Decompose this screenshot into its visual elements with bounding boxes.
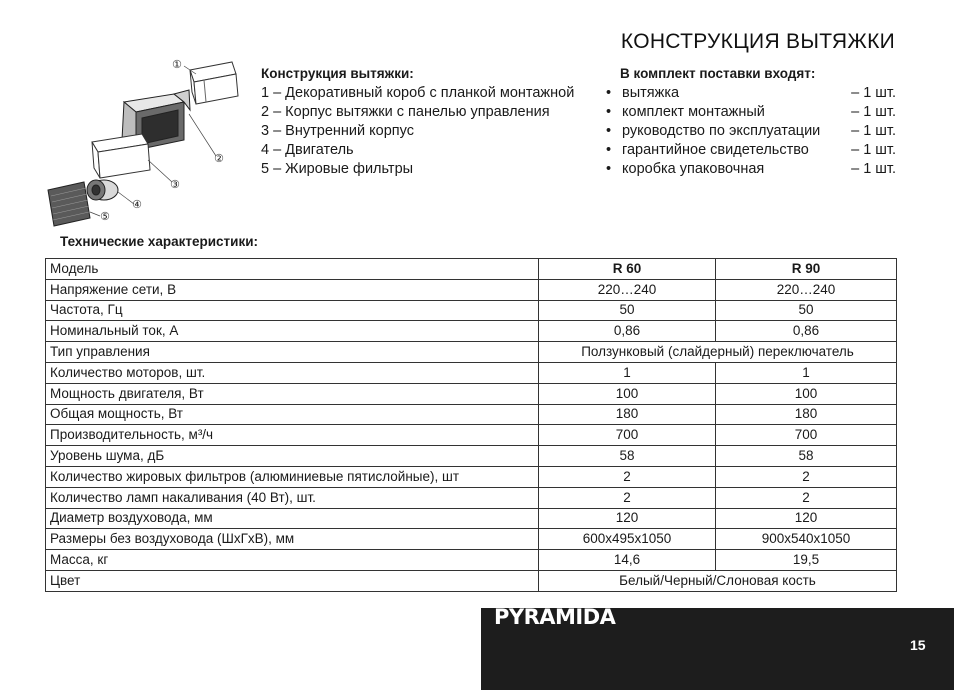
- spec-value-r60: 180: [539, 404, 716, 425]
- kit-item-name: комплект монтажный: [622, 104, 765, 120]
- table-row: [46, 342, 897, 363]
- spec-label: Общая мощность, Вт: [46, 404, 539, 425]
- table-row: [46, 529, 897, 550]
- kit-item-qty: – 1 шт.: [851, 142, 896, 158]
- spec-value-r60: 50: [539, 300, 716, 321]
- table-row: [46, 383, 897, 404]
- spec-value-r90: 100: [716, 383, 897, 404]
- spec-value-r60: 120: [539, 508, 716, 529]
- callout-4: ④: [132, 198, 142, 211]
- spec-value-r90: 2: [716, 487, 897, 508]
- construction-header: Конструкция вытяжки:: [261, 66, 414, 81]
- spec-value-r60: 100: [539, 383, 716, 404]
- table-row: [46, 300, 897, 321]
- header-model-r90: R 90: [716, 259, 897, 280]
- kit-item-name: вытяжка: [622, 85, 680, 101]
- kit-item-qty: – 1 шт.: [851, 104, 896, 120]
- header-model-r60: R 60: [539, 259, 716, 280]
- page-number: 15: [910, 637, 926, 653]
- spec-label: Размеры без воздуховода (ШхГхВ), мм: [46, 529, 539, 550]
- spec-label: Мощность двигателя, Вт: [46, 383, 539, 404]
- bullet: •: [606, 123, 612, 139]
- construction-item: 4 – Двигатель: [261, 142, 354, 158]
- spec-label: Количество жировых фильтров (алюминиевые пятислойные), шт: [46, 466, 539, 487]
- kit-item: [606, 103, 896, 122]
- spec-value-r60: 700: [539, 425, 716, 446]
- decorative-box-part: [190, 62, 238, 104]
- spec-label: Количество ламп накаливания (40 Вт), шт.: [46, 487, 539, 508]
- table-row: [46, 362, 897, 383]
- spec-label: Диаметр воздуховода, мм: [46, 508, 539, 529]
- spec-label: Производительность, м³/ч: [46, 425, 539, 446]
- kit-item: [606, 84, 896, 103]
- spec-label: Цвет: [46, 570, 539, 591]
- spec-value-r90: 180: [716, 404, 897, 425]
- spec-label: Частота, Гц: [46, 300, 539, 321]
- spec-value-r60: 2: [539, 466, 716, 487]
- construction-item: 3 – Внутренний корпус: [261, 123, 414, 139]
- kit-item-qty: – 1 шт.: [851, 85, 896, 101]
- kit-list: [606, 64, 896, 179]
- spec-label: Масса, кг: [46, 550, 539, 571]
- kit-item-name: руководство по эксплуатации: [622, 123, 821, 139]
- spec-value-r90: 900x540x1050: [716, 529, 897, 550]
- kit-item-qty: – 1 шт.: [851, 123, 896, 139]
- table-header-row: [46, 259, 897, 280]
- table-row: [46, 487, 897, 508]
- spec-value-r60: 600x495x1050: [539, 529, 716, 550]
- specs-table: [45, 258, 897, 592]
- spec-label: Тип управления: [46, 342, 539, 363]
- spec-label: Номинальный ток, А: [46, 321, 539, 342]
- spec-value-r90: 50: [716, 300, 897, 321]
- callout-1: ①: [172, 58, 182, 71]
- construction-list: [261, 64, 574, 179]
- table-row: [46, 550, 897, 571]
- spec-value-r90: 1: [716, 362, 897, 383]
- spec-value-r90: 220…240: [716, 279, 897, 300]
- bullet: •: [606, 142, 612, 158]
- inner-body-part: [92, 134, 150, 178]
- spec-value-r90: 58: [716, 446, 897, 467]
- spec-value-r90: 120: [716, 508, 897, 529]
- construction-item: 1 – Декоративный короб с планкой монтажной: [261, 85, 575, 101]
- spec-value-r60: 58: [539, 446, 716, 467]
- spec-value-r60: 220…240: [539, 279, 716, 300]
- callout-2: ②: [214, 152, 224, 165]
- spec-value-r60: 14,6: [539, 550, 716, 571]
- kit-item-name: гарантийное свидетельство: [622, 142, 809, 158]
- spec-value-r60: 1: [539, 362, 716, 383]
- kit-header: В комплект поставки входят:: [620, 66, 816, 81]
- construction-item: 5 – Жировые фильтры: [261, 161, 414, 177]
- bullet: •: [606, 104, 612, 120]
- specs-title: Технические характеристики:: [60, 234, 259, 249]
- spec-value-r90: 2: [716, 466, 897, 487]
- spec-value-merged: Ползунковый (слайдерный) переключатель: [539, 342, 897, 363]
- motor-part: [87, 180, 118, 200]
- bullet: •: [606, 85, 612, 101]
- spec-value-r90: 0,86: [716, 321, 897, 342]
- table-row: [46, 404, 897, 425]
- table-row: [46, 446, 897, 467]
- table-row: [46, 279, 897, 300]
- callout-5: ⑤: [100, 210, 110, 223]
- header-label: Модель: [46, 259, 539, 280]
- spec-value-r60: 2: [539, 487, 716, 508]
- construction-item: 2 – Корпус вытяжки с панелью управления: [261, 104, 550, 120]
- kit-item-qty: – 1 шт.: [851, 161, 896, 177]
- spec-label: Напряжение сети, В: [46, 279, 539, 300]
- page-title: КОНСТРУКЦИЯ ВЫТЯЖКИ: [620, 30, 895, 53]
- brand-logo: PYRAMIDA: [494, 605, 616, 629]
- table-row: [46, 466, 897, 487]
- spec-label: Уровень шума, дБ: [46, 446, 539, 467]
- table-row: [46, 570, 897, 591]
- hood-exploded-diagram: [44, 52, 244, 230]
- callout-3: ③: [170, 178, 180, 191]
- spec-value-r90: 19,5: [716, 550, 897, 571]
- spec-value-r60: 0,86: [539, 321, 716, 342]
- grease-filter-part: [48, 182, 90, 226]
- table-row: [46, 508, 897, 529]
- kit-item: [606, 122, 896, 141]
- spec-value-merged: Белый/Черный/Слоновая кость: [539, 570, 897, 591]
- table-row: [46, 321, 897, 342]
- bullet: •: [606, 161, 612, 177]
- spec-label: Количество моторов, шт.: [46, 362, 539, 383]
- kit-item: [606, 160, 896, 179]
- kit-item-name: коробка упаковочная: [622, 161, 765, 177]
- spec-value-r90: 700: [716, 425, 897, 446]
- kit-item: [606, 141, 896, 160]
- table-row: [46, 425, 897, 446]
